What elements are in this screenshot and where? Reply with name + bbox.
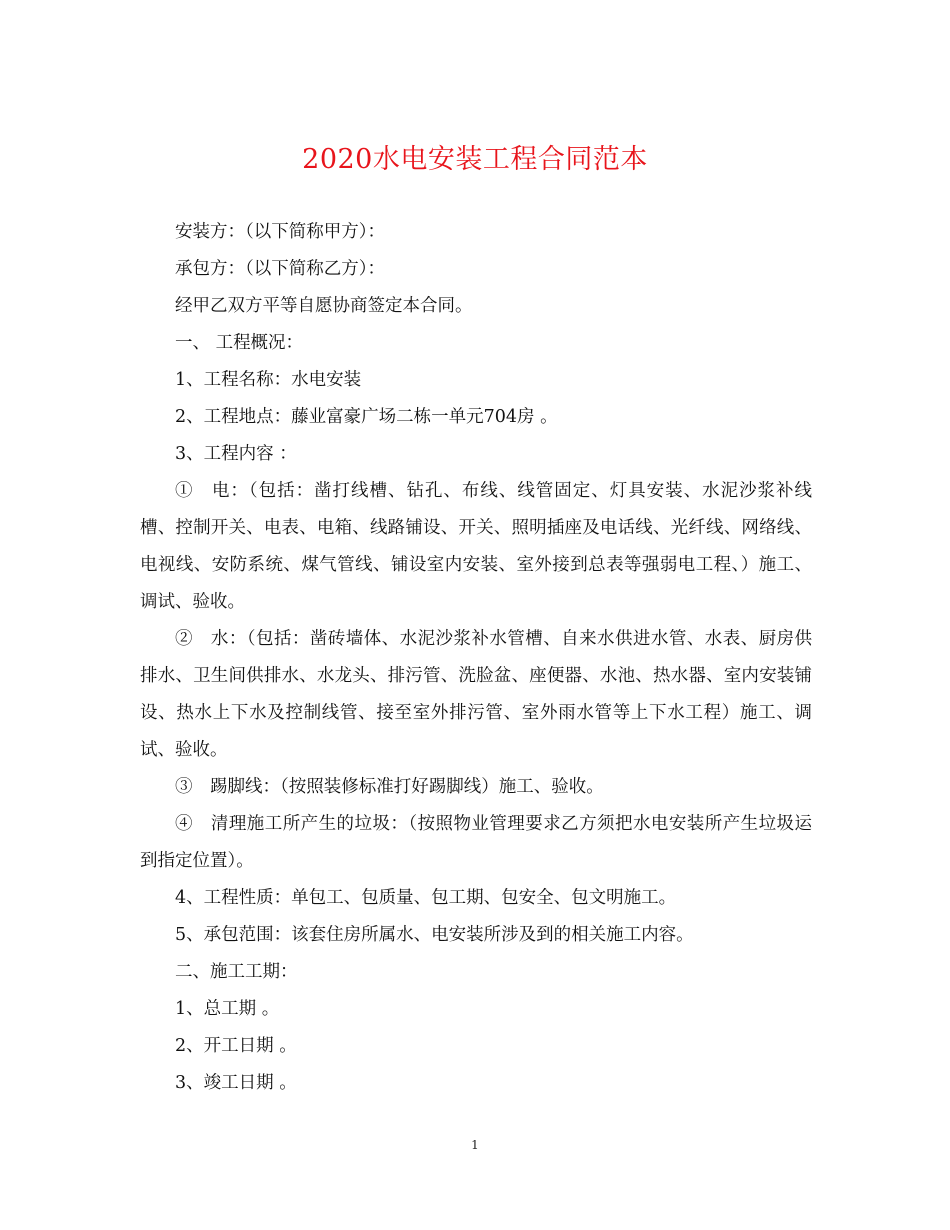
paragraph-installer: 安装方：（以下简称甲方）： bbox=[175, 222, 385, 242]
paragraph-water-scope: ② 水：（包括：凿砖墙体、水泥沙浆补水管槽、自来水供进水管、水表、厨房供排水、卫生间供排水、水龙头、排污管、洗脸盆、座便器、水池、热水器、室内安装铺设、热水上下水及控制线管、接至室外排污管、室外雨水管等上下水工程）施工、调试、验收。 bbox=[140, 629, 812, 760]
paragraph-project-nature: 4、工程性质：单包工、包质量、包工期、包安全、包文明施工。 bbox=[175, 888, 677, 908]
paragraph-skirting-scope: ③ 踢脚线：（按照装修标准打好踢脚线）施工、验收。 bbox=[175, 777, 604, 797]
document-title: 2020水电安装工程合同范本 bbox=[302, 144, 648, 175]
paragraph-start-date: 2、开工日期 。 bbox=[175, 1036, 297, 1056]
paragraph-contractor: 承包方：（以下简称乙方）： bbox=[175, 259, 385, 279]
paragraph-total-duration: 1、总工期 。 bbox=[175, 999, 280, 1019]
section-heading-schedule: 二、施工工期： bbox=[175, 962, 298, 982]
paragraph-project-location: 2、工程地点：藤业富豪广场二栋一单元704房 。 bbox=[175, 407, 558, 427]
page-number: 1 bbox=[471, 1138, 479, 1152]
paragraph-completion-date: 3、竣工日期 。 bbox=[175, 1073, 297, 1093]
paragraph-project-content: 3、工程内容 ： bbox=[175, 444, 297, 464]
paragraph-electrical-scope: ① 电：（包括：凿打线槽、钻孔、布线、线管固定、灯具安装、水泥沙浆补线槽、控制开关、电表、电箱、线路铺设、开关、照明插座及电话线、光纤线、网络线、电视线、安防系统、煤气管线、铺设室内安装、室外接到总表等强弱电工程、）施工、调试、验收。 bbox=[140, 481, 812, 612]
paragraph-agreement: 经甲乙双方平等自愿协商签定本合同。 bbox=[175, 296, 473, 316]
paragraph-contract-scope: 5、承包范围：该套住房所属水、电安装所涉及到的相关施工内容。 bbox=[175, 925, 694, 945]
paragraph-cleanup-scope: ④ 清理施工所产生的垃圾：（按照物业管理要求乙方须把水电安装所产生垃圾运到指定位置）。 bbox=[140, 814, 812, 871]
document-body bbox=[140, 214, 812, 1102]
paragraph-project-name: 1、工程名称：水电安装 bbox=[175, 370, 362, 390]
section-heading-overview: 一、 工程概况： bbox=[175, 333, 304, 353]
